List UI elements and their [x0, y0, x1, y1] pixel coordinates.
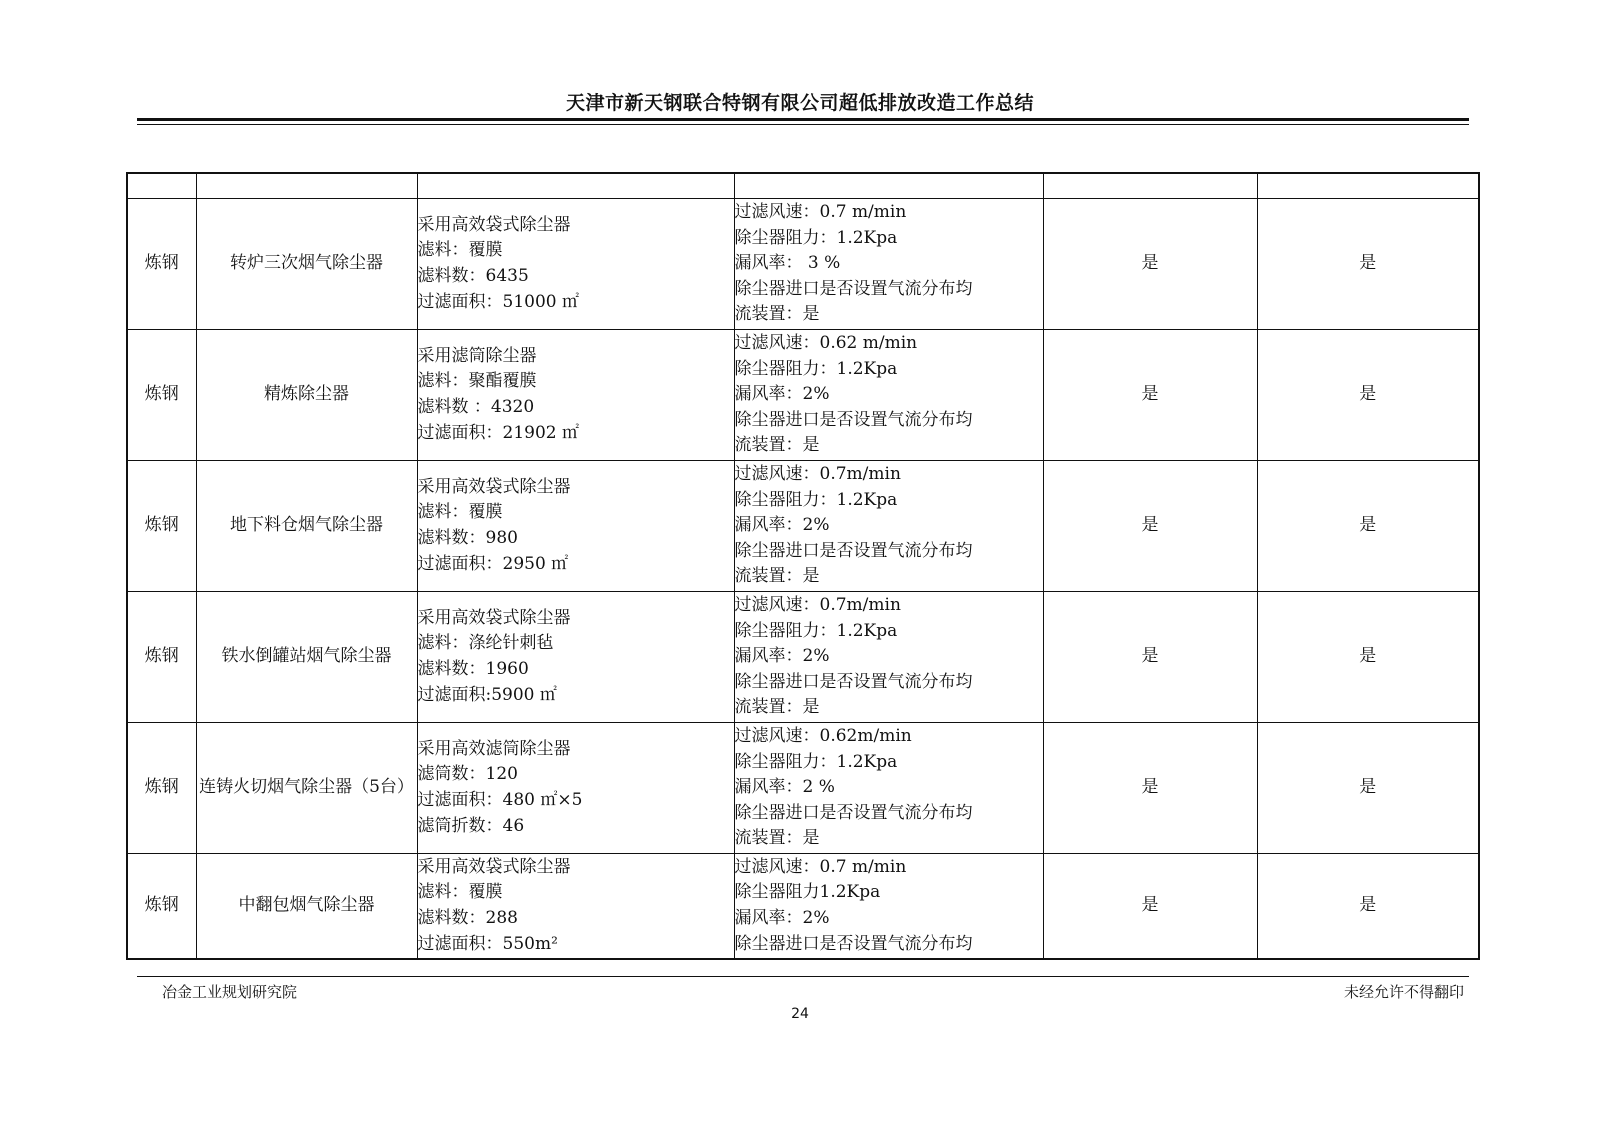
compliance-value: 是	[1359, 515, 1377, 536]
dust-collector-table	[126, 172, 1480, 960]
param-cell	[734, 199, 1043, 330]
compliance-value: 是	[1141, 384, 1159, 405]
process-cell	[127, 199, 196, 330]
param-cell	[734, 592, 1043, 723]
param-line: 除尘器阻力：1.2Kpa	[734, 227, 898, 248]
param-line: 除尘器进口是否设置气流分布均	[734, 671, 973, 692]
spec-line: 滤料：覆膜	[417, 240, 503, 261]
compliance-value: 是	[1141, 646, 1159, 667]
param-line: 除尘器阻力1.2Kpa	[734, 882, 881, 903]
spec-line: 过滤面积：21902 ㎡	[417, 422, 579, 443]
param-line: 过滤风速：0.7 m/min	[734, 856, 907, 877]
param-cell	[734, 723, 1043, 854]
spec-cell	[417, 199, 734, 330]
spec-line: 采用滤筒除尘器	[417, 345, 537, 366]
facility-name: 连铸火切烟气除尘器（5台）	[199, 777, 414, 798]
compliance-cell	[1043, 592, 1257, 723]
param-line: 过滤风速：0.7 m/min	[734, 202, 907, 223]
page-number: 24	[791, 1006, 809, 1022]
spec-line: 滤料：覆膜	[417, 502, 503, 523]
param-line: 漏风率： 3 %	[734, 253, 841, 274]
compliance-cell	[1043, 199, 1257, 330]
table-row	[127, 854, 1479, 960]
compliance-value: 是	[1141, 253, 1159, 274]
process-text: 炼钢	[144, 646, 179, 667]
spec-line: 采用高效袋式除尘器	[417, 476, 571, 497]
param-line: 除尘器进口是否设置气流分布均	[734, 278, 973, 299]
spec-line: 滤料：聚酯覆膜	[417, 371, 537, 392]
spec-line: 滤料数 ：4320	[417, 397, 535, 417]
spec-cell	[417, 330, 734, 461]
table-row	[127, 592, 1479, 723]
spec-line: 采用高效袋式除尘器	[417, 214, 571, 235]
param-line: 漏风率：2%	[734, 908, 830, 928]
param-line: 漏风率：2%	[734, 646, 830, 667]
compliance-cell	[1257, 461, 1479, 592]
spec-cell	[417, 854, 734, 960]
footer-copyright: 未经允许不得翻印	[1343, 983, 1464, 1001]
param-line: 除尘器阻力：1.2Kpa	[734, 751, 898, 772]
spec-line: 采用高效袋式除尘器	[417, 856, 571, 877]
facility-name: 转炉三次烟气除尘器	[230, 253, 383, 274]
facility-name: 中翻包烟气除尘器	[238, 895, 375, 916]
compliance-cell	[1257, 592, 1479, 723]
process-text: 炼钢	[144, 777, 179, 798]
table-row	[127, 723, 1479, 854]
compliance-value: 是	[1359, 777, 1377, 798]
compliance-cell	[1257, 330, 1479, 461]
param-line: 流装置：是	[734, 435, 820, 456]
table-row	[127, 199, 1479, 330]
spec-cell	[417, 592, 734, 723]
header-rule-thin	[137, 124, 1469, 125]
facility-cell	[196, 723, 417, 854]
spec-line: 滤料数：6435	[417, 266, 529, 286]
spec-line: 过滤面积:5900 ㎡	[417, 684, 557, 705]
compliance-value: 是	[1359, 384, 1377, 405]
facility-cell	[196, 592, 417, 723]
spec-cell	[417, 723, 734, 854]
compliance-cell	[1043, 461, 1257, 592]
facility-name: 精炼除尘器	[264, 384, 349, 405]
param-line: 漏风率：2%	[734, 515, 830, 536]
param-cell	[734, 330, 1043, 461]
param-line: 除尘器进口是否设置气流分布均	[734, 409, 973, 430]
header-cell	[127, 173, 196, 199]
compliance-cell	[1257, 854, 1479, 960]
header-cell	[196, 173, 417, 199]
compliance-value: 是	[1141, 777, 1159, 798]
header-cell	[1257, 173, 1479, 199]
compliance-value: 是	[1359, 646, 1377, 667]
process-text: 炼钢	[144, 384, 179, 405]
spec-line: 过滤面积：550m²	[417, 933, 558, 954]
spec-line: 采用高效袋式除尘器	[417, 607, 571, 628]
facility-cell	[196, 854, 417, 960]
facility-cell	[196, 330, 417, 461]
compliance-cell	[1257, 723, 1479, 854]
spec-line: 滤料：覆膜	[417, 882, 503, 903]
param-line: 漏风率：2%	[734, 384, 830, 405]
spec-line: 滤料：涤纶针刺毡	[417, 633, 554, 654]
page-title: 天津市新天钢联合特钢有限公司超低排放改造工作总结	[565, 92, 1034, 114]
compliance-value: 是	[1359, 895, 1377, 916]
process-cell	[127, 330, 196, 461]
header-cell	[1043, 173, 1257, 199]
table-row	[127, 461, 1479, 592]
compliance-cell	[1043, 330, 1257, 461]
param-cell	[734, 461, 1043, 592]
param-line: 除尘器进口是否设置气流分布均	[734, 802, 973, 823]
header-row	[127, 173, 1479, 199]
param-line: 过滤风速：0.62m/min	[734, 726, 912, 747]
spec-line: 滤料数：980	[417, 528, 518, 548]
compliance-cell	[1043, 723, 1257, 854]
param-line: 过滤风速：0.7m/min	[734, 464, 901, 485]
param-line: 除尘器进口是否设置气流分布均	[734, 540, 973, 561]
param-line: 除尘器阻力：1.2Kpa	[734, 620, 898, 641]
facility-name: 铁水倒罐站烟气除尘器	[221, 646, 392, 667]
facility-name: 地下料仓烟气除尘器	[230, 515, 383, 536]
process-cell	[127, 461, 196, 592]
process-text: 炼钢	[144, 515, 179, 536]
process-text: 炼钢	[144, 253, 179, 274]
table-row	[127, 330, 1479, 461]
process-cell	[127, 854, 196, 960]
spec-line: 滤料数：1960	[417, 659, 529, 679]
header-cell	[734, 173, 1043, 199]
footer-institute: 冶金工业规划研究院	[162, 983, 298, 1001]
param-line: 流装置：是	[734, 828, 820, 849]
spec-cell	[417, 461, 734, 592]
param-line: 除尘器进口是否设置气流分布均	[734, 933, 973, 954]
spec-line: 过滤面积：2950 ㎡	[417, 553, 569, 574]
param-line: 流装置：是	[734, 304, 820, 325]
spec-line: 过滤面积：51000 ㎡	[417, 291, 579, 312]
spec-line: 滤筒折数：46	[417, 815, 525, 836]
facility-cell	[196, 199, 417, 330]
compliance-cell	[1257, 199, 1479, 330]
param-line: 流装置：是	[734, 697, 820, 718]
compliance-value: 是	[1359, 253, 1377, 274]
param-line: 过滤风速：0.62 m/min	[734, 333, 918, 354]
footer-rule	[137, 976, 1469, 977]
process-cell	[127, 723, 196, 854]
spec-line: 滤筒数：120	[417, 764, 518, 785]
param-line: 除尘器阻力：1.2Kpa	[734, 358, 898, 379]
spec-line: 采用高效滤筒除尘器	[417, 738, 571, 759]
param-cell	[734, 854, 1043, 960]
compliance-cell	[1043, 854, 1257, 960]
header-cell	[417, 173, 734, 199]
param-line: 漏风率：2 %	[734, 777, 835, 798]
spec-line: 滤料数：288	[417, 908, 518, 928]
param-line: 除尘器阻力：1.2Kpa	[734, 489, 898, 510]
process-text: 炼钢	[144, 895, 179, 916]
spec-line: 过滤面积：480 ㎡×5	[417, 790, 583, 810]
header-rule-thick	[137, 118, 1469, 121]
compliance-value: 是	[1141, 895, 1159, 916]
param-line: 流装置：是	[734, 566, 820, 587]
process-cell	[127, 592, 196, 723]
compliance-value: 是	[1141, 515, 1159, 536]
param-line: 过滤风速：0.7m/min	[734, 595, 901, 616]
facility-cell	[196, 461, 417, 592]
